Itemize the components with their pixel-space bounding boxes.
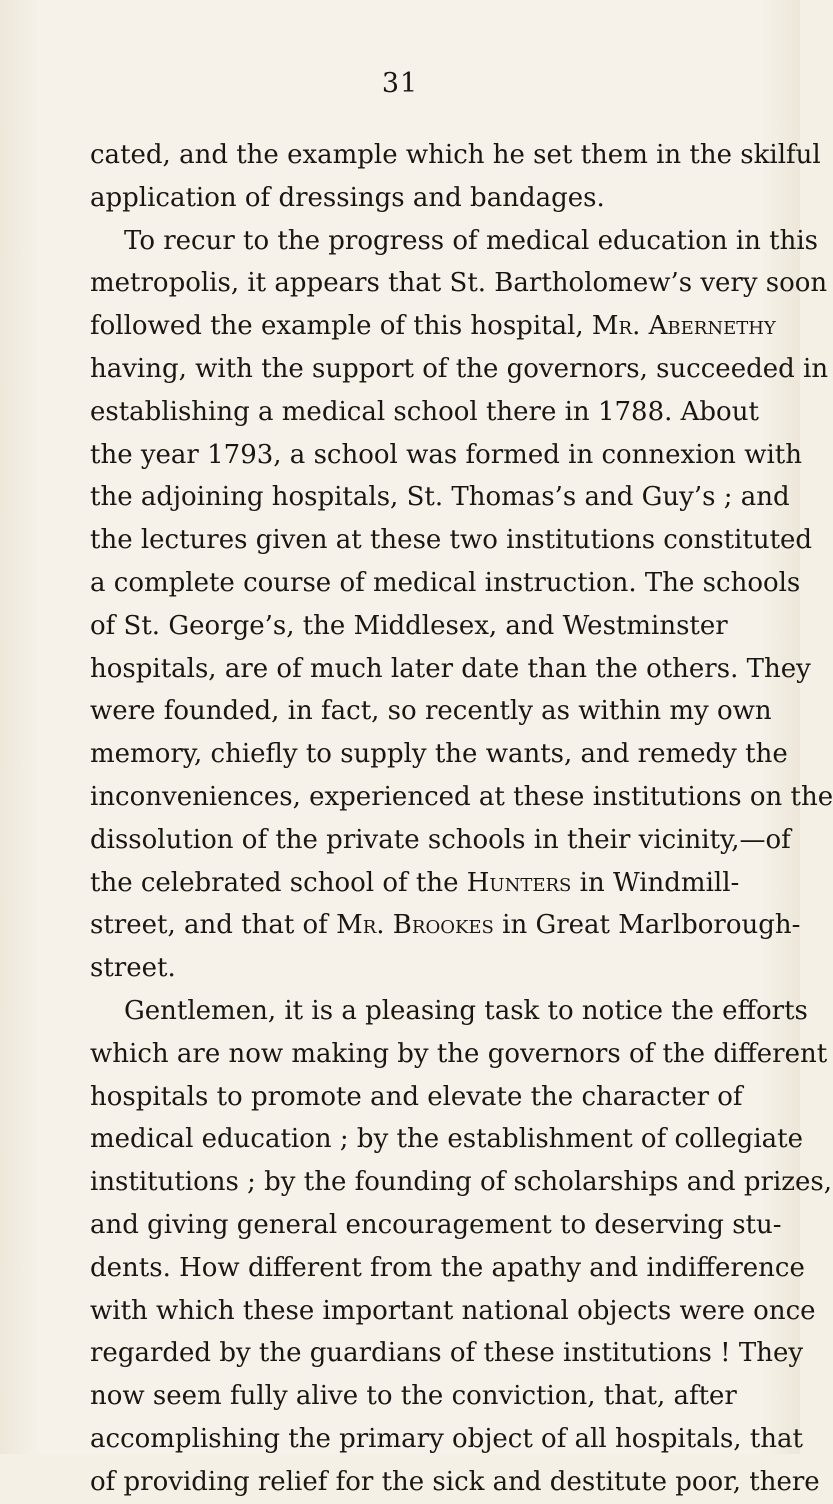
text-line: metropolis, it appears that St. Bartholomew’s very soon [90, 268, 828, 299]
text-line: dents. How different from the apathy and indifference [90, 1252, 805, 1283]
small-caps-name: Mr. Abernethy [591, 311, 776, 342]
text-line: accomplishing the primary object of all hospitals, that [90, 1423, 803, 1454]
paragraph-start-line: Gentlemen, it is a pleasing task to notice the efforts [124, 995, 808, 1026]
text-line: institutions ; by the founding of scholarships and prizes, [90, 1167, 832, 1198]
text-line: now seem fully alive to the conviction, that, after [90, 1381, 737, 1412]
text-line: and giving general encouragement to deserving stu- [90, 1209, 782, 1240]
text-line: were founded, in fact, so recently as within my own [90, 696, 772, 727]
small-caps-name: Hunters [466, 867, 572, 898]
small-caps-name: Mr. Brookes [336, 910, 494, 941]
text-line: inconveniences, experienced at these institutions on the [90, 781, 833, 812]
text-line: having, with the support of the governors, succeeded in [90, 353, 829, 384]
text-line: the celebrated school of the Hunters in Windmill- [90, 867, 740, 898]
text-line: street, and that of Mr. Brookes in Great Marlborough- [90, 910, 801, 941]
text-line: cated, and the example which he set them in the skilful [90, 140, 821, 170]
text-line: establishing a medical school there in 1788. About [90, 396, 759, 427]
text-line: of providing relief for the sick and destitute poor, there [90, 1466, 820, 1497]
text-line: memory, chiefly to supply the wants, and remedy the [90, 739, 788, 770]
text-line: which are now making by the governors of the different [90, 1038, 828, 1069]
body-text [90, 134, 833, 1504]
text-line: of St. George’s, the Middlesex, and Westminster [90, 610, 728, 641]
text-line: application of dressings and bandages. [90, 182, 605, 213]
text-line: the lectures given at these two institutions constituted [90, 525, 813, 556]
text-line: street. [90, 953, 176, 984]
text-line: a complete course of medical instruction. The schools [90, 567, 801, 598]
page-number: 31 [381, 68, 419, 99]
text-line: dissolution of the private schools in their vicinity,—of [90, 824, 791, 855]
text-line: with which these important national objects were once [90, 1295, 816, 1326]
text-line: hospitals to promote and elevate the character of [90, 1081, 743, 1112]
text-line: medical education ; by the establishment of collegiate [90, 1124, 803, 1155]
text-line: followed the example of this hospital, Mr. Abernethy [90, 311, 776, 342]
text-line: hospitals, are of much later date than the others. They [90, 653, 811, 684]
text-line: the year 1793, a school was formed in connexion with [90, 439, 802, 470]
text-line: the adjoining hospitals, St. Thomas’s and Guy’s ; and [90, 482, 790, 513]
paragraph-start-line: To recur to the progress of medical education in this [124, 225, 819, 256]
text-line: regarded by the guardians of these institutions ! They [90, 1338, 804, 1369]
